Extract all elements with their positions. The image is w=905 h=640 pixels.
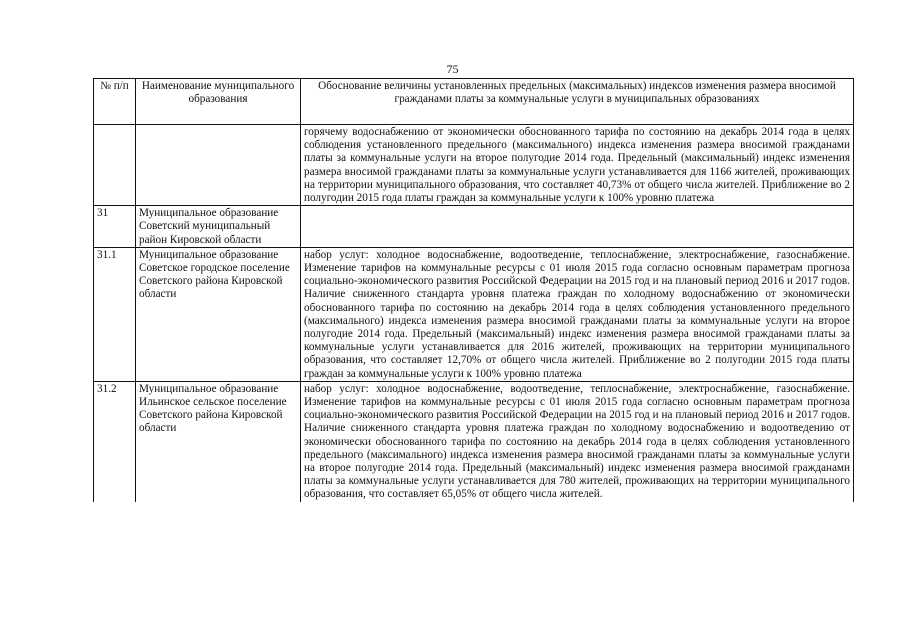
- row-number: 31: [94, 206, 136, 248]
- row-justification: горячему водоснабжению от экономически обоснованного тарифа по состоянию на декабрь 2014 года в целях соблюдения установленного предельного (максимального) индекса изменения размера вносимой гражданами платы за коммунальные услуги на второе полугодие 2014 года. Предельный (максимальный) индекс изменения размера вносимой гражданами платы за коммунальные услуги устанавливается для 1166 жителей, проживающих на территории муниципального образования, что составляет 40,73% от общего числа жителей. Приближение во 2 полугодии 2015 года платы граждан за коммунальные услуги к 100% уровню платежа: [301, 125, 854, 206]
- table-header-row: [94, 79, 854, 125]
- row-number: [94, 125, 136, 206]
- row-justification: набор услуг: холодное водоснабжение, водоотведение, теплоснабжение, электроснабжение, газоснабжение. Изменение тарифов на коммунальные ресурсы с 01 июля 2015 года согласно основным параметрам прогноза социально-экономического развития Российской Федерации на 2015 год и на плановый период 2016 и 2017 годов. Наличие сниженного стандарта уровня платежа граждан по холодному водоснабжению и водоотведению от экономически обоснованного тарифа по состоянию на декабрь 2014 года в целях соблюдения установленного предельного (максимального) индекса изменения размера вносимой гражданами платы за коммунальные услуги на второе полугодие 2014 года. Предельный (максимальный) индекс изменения размера вносимой гражданами платы за коммунальные услуги устанавливается для 780 жителей, проживающих на территории муниципального образования, что составляет 65,05% от общего числа жителей.: [301, 381, 854, 501]
- page-number: 75: [446, 62, 459, 76]
- table-row: [94, 381, 854, 501]
- table-row: [94, 206, 854, 248]
- row-municipality-name: Муниципальное образование Советский муниципальный район Кировской области: [136, 206, 301, 248]
- row-justification: набор услуг: холодное водоснабжение, водоотведение, теплоснабжение, электроснабжение, газоснабжение. Изменение тарифов на коммунальные ресурсы с 01 июля 2015 года согласно основным параметрам прогноза социально-экономического развития Российской Федерации на 2015 год и на плановый период 2016 и 2017 годов. Наличие сниженного стандарта уровня платежа граждан по холодному водоснабжению от экономически обоснованного тарифа по состоянию на декабрь 2014 года в целях соблюдения установленного предельного (максимального) индекса изменения размера вносимой гражданами платы за коммунальные услуги на второе полугодие 2014 года. Предельный (максимальный) индекс изменения размера вносимой гражданами платы за коммунальные услуги устанавливается для 2016 жителей, проживающих на территории муниципального образования, что составляет 12,70% от общего числа жителей. Приближение во 2 полугодии 2015 года платы граждан за коммунальные услуги к 100% уровню платежа: [301, 247, 854, 381]
- allowance-table: [93, 78, 854, 502]
- row-justification: [301, 206, 854, 248]
- row-number: 31.2: [94, 381, 136, 501]
- table-row: [94, 125, 854, 206]
- row-number: 31.1: [94, 247, 136, 381]
- row-municipality-name: Муниципальное образование Советское городское поселение Советского района Кировской области: [136, 247, 301, 381]
- row-municipality-name: Муниципальное образование Ильинское сельское поселение Советского района Кировской области: [136, 381, 301, 501]
- header-justification: Обоснование величины установленных предельных (максимальных) индексов изменения размера вносимой гражданами платы за коммунальные услуги в муниципальных образованиях: [301, 79, 854, 125]
- header-municipality-name: Наименование муниципального образования: [136, 79, 301, 125]
- row-municipality-name: [136, 125, 301, 206]
- header-number: № п/п: [94, 79, 136, 125]
- table-row: [94, 247, 854, 381]
